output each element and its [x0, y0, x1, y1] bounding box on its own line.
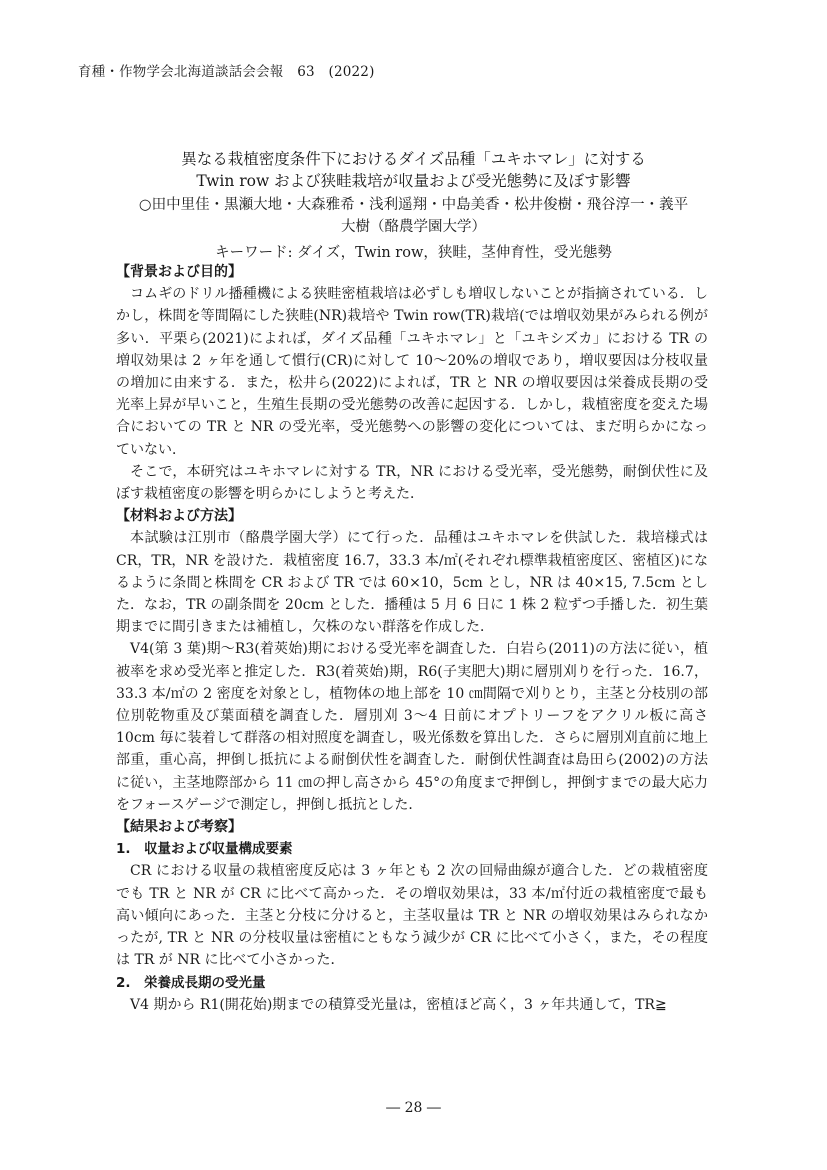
- authors-line1: ○田中里佳・黒瀬大地・大森雅希・浅利遥翔・中島美香・松井俊樹・飛谷淳一・義平: [138, 197, 689, 213]
- page-number: ― 28 ―: [386, 1100, 441, 1116]
- background-paragraph-1: コムギのドリル播種機による狭畦密植栽培は必ずしも増収しないことが指摘されている．しかし，株間を等間隔にした狭畦(NR)栽培や Twin row(TR)栽培(では増収効果がみられる例が多い．平栗ら(2021)によれば，ダイズ品種「ユキホマレ」と「ユキシズカ」における TR の増収効果は 2 ヶ年を通して慣行(CR)に対して 10〜20%の増収であり，増収要因は分枝収量の増加に由来する．また，松井ら(2022)によれば，TR と NR の増収要因は栄養成長期の受光率上昇が早いこと，生殖生長期の受光態勢の改善に起因する．しかし，栽植密度を変えた場合においての TR と NR の受光率，受光態勢への影響の変化については、まだ明らかになっていない．: [116, 286, 708, 458]
- methods-heading: 【材料および方法】: [116, 508, 242, 525]
- background-heading: 【背景および目的】: [116, 264, 242, 280]
- results-paragraph-1: CR における収量の栽植密度反応は 3 ヶ年とも 2 次の回帰曲線が適合した．どの栽植密度でも TR と NR が CR に比べて高かった．その増収効果は，33 本/㎡付近の栽植密度で最も高い傾向にあった．主茎と分枝に分けると，主茎収量は TR と NR の増収効果はみられなかったが, TR と NR の分枝収量は密植にともなう減少が CR に比べて小さく，また，その程度は TR が NR に比べて小さかった．: [116, 863, 708, 969]
- methods-paragraph-2: V4(第 3 葉)期〜R3(着莢始)期における受光率を調査した．白岩ら(2011)の方法に従い，植被率を求め受光率と推定した．R3(着莢始)期，R6(子実肥大)期に層別刈りを行った．16.7，33.3 本/㎡の 2 密度を対象とし，植物体の地上部を 10 ㎝間隔で刈りとり，主茎と分枝別の部位別乾物重及び葉面積を調査した．層別刈 3〜4 日前にオプトリーフをアクリル板に高さ 10cm 毎に装着して群落の相対照度を調査し，吸光係数を算出した．さらに層別刈直前に地上部重，重心高，押倒し抵抗による耐倒伏性を調査した．耐倒伏性調査は島田ら(2002)の方法に従い，主茎地際部から 11 ㎝の押し高さから 45°の角度まで押倒し，押倒すまでの最大応力をフォースゲージで測定し，押倒し抵抗とした．: [116, 641, 708, 813]
- results-subheading-1: 1. 収量および収量構成要素: [116, 841, 293, 858]
- title-block: [110, 148, 717, 264]
- results-paragraph-2: V4 期から R1(開花始)期までの積算受光量は，密植ほど高く，3 ヶ年共通して，TR≧: [130, 996, 667, 1013]
- paper-body: [116, 261, 708, 1016]
- paper-title-line2: Twin row および狭畦栽培が収量および受光態勢に及ぼす影響: [196, 172, 631, 190]
- paper-title-line1: 異なる栽植密度条件下におけるダイズ品種「ユキホマレ」に対する: [181, 150, 646, 168]
- results-heading: 【結果および考察】: [116, 819, 242, 836]
- journal-header: 育種・作物学会北海道談話会会報 63 (2022): [78, 64, 375, 80]
- keywords: キーワード: ダイズ，Twin row，狭畦，茎伸育性，受光態勢: [215, 245, 612, 261]
- results-subheading-2: 2. 栄養成長期の受光量: [116, 974, 266, 991]
- background-paragraph-2: そこで，本研究はユキホマレに対する TR，NR における受光率，受光態勢，耐倒伏性に及ぼす栽植密度の影響を明らかにしようと考えた．: [116, 463, 708, 503]
- authors-line2: 大樹（酪農学園大学）: [341, 219, 486, 235]
- methods-paragraph-1: 本試験は江別市（酪農学園大学）にて行った．品種はユキホマレを供試した．栽培様式は CR，TR，NR を設けた．栽植密度 16.7，33.3 本/㎡(それぞれ標準栽植密度区、密植区)になるように条間と株間を CR および TR では 60×10，5cm とし，NR は 40×15, 7.5cm とした．なお，TR の副条間を 20cm とした．播種は 5 月 6 日に 1 株 2 粒ずつ手播した．初生葉期までに間引きまたは補植し，欠株のない群落を作成した．: [116, 530, 708, 636]
